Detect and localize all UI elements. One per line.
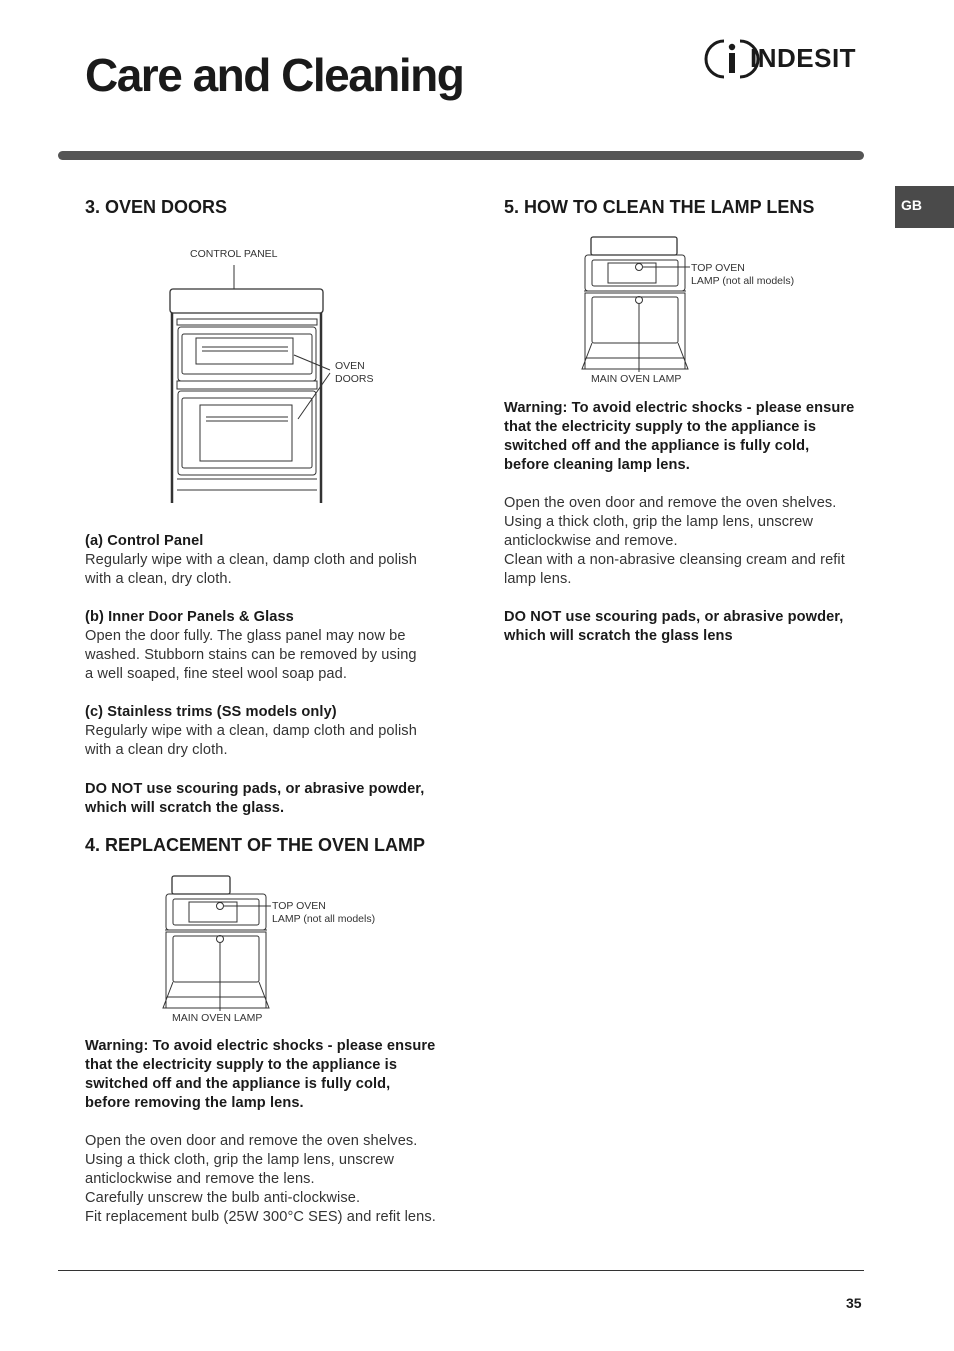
warning-line: Warning: To avoid electric shocks - please ensure: [85, 1038, 436, 1054]
warning-line: switched off and the appliance is fully cold,: [504, 438, 810, 454]
body-line: lamp lens.: [504, 571, 572, 587]
lamp-lens-warning: [504, 399, 854, 475]
body-line: Open the oven door and remove the oven shelves.: [85, 1133, 418, 1149]
warning-line: Warning: To avoid electric shocks - please ensure: [504, 400, 855, 416]
top-oven-lamp-label-line2: LAMP (not all models): [691, 275, 795, 287]
oven-doors-heading: 3. OVEN DOORS: [85, 197, 228, 217]
control-panel-text: [85, 532, 417, 589]
oven-doors-diagram: [168, 265, 328, 505]
inner-door-line: a well soaped, fine steel wool soap pad.: [85, 666, 347, 682]
lamp-lens-caution: [504, 608, 843, 646]
top-oven-lamp-label-line2: LAMP (not all models): [272, 913, 376, 925]
body-line: anticlockwise and remove the lens.: [85, 1171, 315, 1187]
footer-divider: [58, 1270, 864, 1271]
caution-line: DO NOT use scouring pads, or abrasive powder,: [504, 609, 844, 625]
lamp-lens-heading: 5. HOW TO CLEAN THE LAMP LENS: [504, 197, 815, 217]
body-line: Clean with a non-abrasive cleansing cream and refit: [504, 552, 845, 568]
oven-doors-label-line2: DOORS: [335, 373, 374, 385]
page-title: Care and Cleaning: [85, 49, 464, 101]
top-oven-lamp-label: [272, 900, 375, 926]
stainless-line: with a clean dry cloth.: [85, 742, 228, 758]
warning-line: before removing the lamp lens.: [85, 1095, 304, 1111]
control-panel-title: (a) Control Panel: [85, 533, 204, 549]
logo-text: INDESIT: [750, 43, 857, 73]
header-divider: [58, 151, 864, 160]
warning-line: which will scratch the glass.: [85, 800, 285, 816]
body-line: Using a thick cloth, grip the lamp lens, unscrew: [85, 1152, 394, 1168]
inner-door-line: Open the door fully. The glass panel may now be: [85, 628, 406, 644]
stainless-title: (c) Stainless trims (SS models only): [85, 704, 337, 720]
main-oven-lamp-label: MAIN OVEN LAMP: [172, 1012, 263, 1024]
oven-doors-label-line1: OVEN: [335, 360, 365, 372]
oven-doors-label: [335, 360, 374, 386]
top-oven-lamp-label-line1: TOP OVEN: [691, 262, 745, 274]
lamp-replacement-body: [85, 1132, 436, 1227]
top-oven-lamp-label-line1: TOP OVEN: [272, 900, 326, 912]
control-panel-label: CONTROL PANEL: [190, 248, 278, 260]
control-panel-line: with a clean, dry cloth.: [85, 571, 232, 587]
lamp-replacement-diagram: [161, 875, 273, 1011]
lamp-replacement-heading: 4. REPLACEMENT OF THE OVEN LAMP: [85, 835, 426, 855]
warning-line: that the electricity supply to the appliance is: [504, 419, 817, 435]
inner-door-text: [85, 608, 417, 684]
lamp-replacement-warning: [85, 1037, 435, 1113]
caution-line: which will scratch the glass lens: [504, 628, 733, 644]
body-line: Open the oven door and remove the oven shelves.: [504, 495, 837, 511]
inner-door-line: washed. Stubborn stains can be removed by using: [85, 647, 417, 663]
body-line: Using a thick cloth, grip the lamp lens, unscrew: [504, 514, 813, 530]
warning-line: DO NOT use scouring pads, or abrasive powder,: [85, 781, 425, 797]
language-tab: GB: [895, 186, 954, 228]
main-oven-lamp-label: MAIN OVEN LAMP: [591, 373, 682, 385]
body-line: Carefully unscrew the bulb anti-clockwise.: [85, 1190, 361, 1206]
indesit-logo: [712, 37, 866, 81]
stainless-text: [85, 703, 417, 760]
stainless-line: Regularly wipe with a clean, damp cloth and polish: [85, 723, 417, 739]
top-oven-lamp-label: [691, 262, 794, 288]
warning-line: that the electricity supply to the appliance is: [85, 1057, 398, 1073]
lamp-lens-body: [504, 494, 845, 589]
body-line: Fit replacement bulb (25W 300°C SES) and refit lens.: [85, 1209, 436, 1225]
control-panel-line: Regularly wipe with a clean, damp cloth and polish: [85, 552, 417, 568]
oven-doors-warning: [85, 780, 424, 818]
body-line: anticlockwise and remove.: [504, 533, 678, 549]
indesit-logo-icon: [712, 37, 752, 81]
warning-line: switched off and the appliance is fully cold,: [85, 1076, 391, 1092]
warning-line: before cleaning lamp lens.: [504, 457, 690, 473]
lamp-lens-diagram: [580, 236, 692, 372]
inner-door-title: (b) Inner Door Panels & Glass: [85, 609, 294, 625]
page-number: 35: [846, 1295, 862, 1311]
